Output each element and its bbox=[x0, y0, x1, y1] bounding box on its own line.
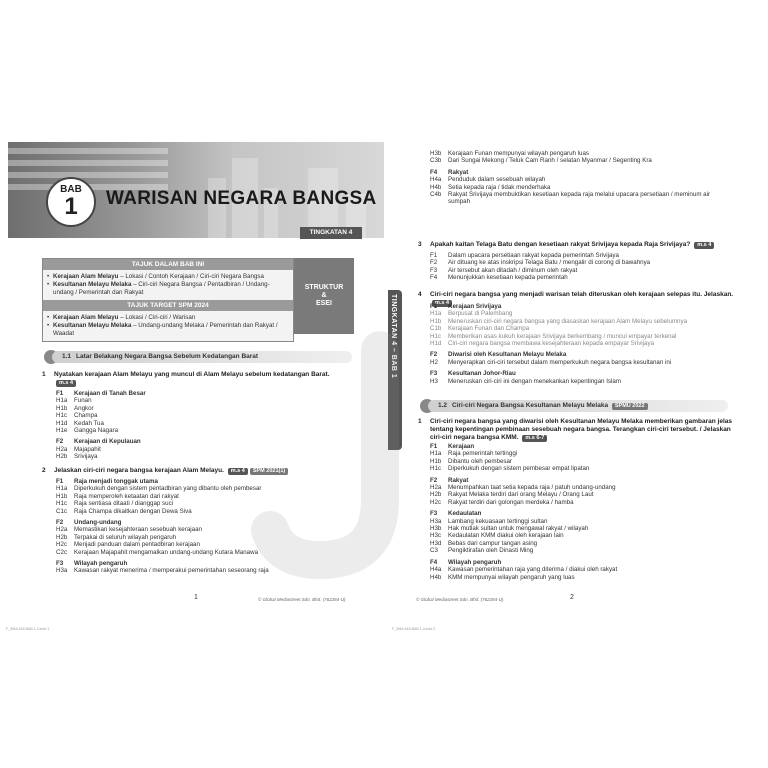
answer-code: H2b bbox=[56, 533, 68, 541]
answer-code: H1c bbox=[430, 332, 442, 340]
answer-text: Rakyat Melaka terdiri dari orang Melayu / Orang Laut bbox=[448, 491, 594, 499]
answer-code: H2c bbox=[430, 498, 442, 506]
answer-point bbox=[56, 420, 336, 427]
answer-code: H4b bbox=[430, 573, 442, 581]
answer-code: H1a bbox=[430, 450, 442, 458]
answer-point bbox=[430, 450, 730, 457]
question-1 bbox=[42, 371, 342, 387]
answer-point bbox=[430, 184, 730, 191]
answer-code: C1c bbox=[56, 507, 68, 515]
answer-point bbox=[430, 547, 730, 554]
answer-point-heading bbox=[430, 559, 730, 566]
answer-point bbox=[430, 333, 730, 340]
section-number: 1.1 bbox=[62, 353, 72, 360]
topic-item-title: Kesultanan Melayu Melaka bbox=[53, 281, 132, 288]
answer-point bbox=[56, 397, 336, 404]
answer-text: Hak mutlak sultan untuk mengawal rakyat / wilayah bbox=[448, 525, 589, 533]
answer-point bbox=[56, 508, 336, 515]
answer-code: H1a bbox=[430, 310, 442, 318]
answer-text: Kawasan pemerintahan raja yang diterima / diakui oleh rakyat bbox=[448, 566, 618, 574]
answer-text: Meneruskan ciri-ciri ini dengan menekankan kepentingan Islam bbox=[448, 377, 621, 385]
answer-text: Kerajaan Srivijaya bbox=[448, 303, 502, 310]
answer-code: F1 bbox=[56, 390, 64, 397]
page-ref-tag: m.s 4 bbox=[694, 242, 714, 249]
answer-code: C3 bbox=[430, 547, 438, 555]
answer-code: F2 bbox=[430, 351, 438, 359]
answer-code: H2b bbox=[56, 453, 68, 461]
answer-point bbox=[430, 150, 730, 157]
answer-text: Kerajaan Funan mempunyai wilayah pengaruh luas bbox=[448, 150, 590, 157]
answer-text: Menjadi panduan dalam pentadbiran kerajaan bbox=[74, 541, 200, 549]
question-text-body: Nyatakan kerajaan Alam Melayu yang muncul di Alam Melayu sebelum kedatangan Barat. bbox=[54, 371, 330, 378]
answer-text: Lambang kekuasaan tertinggi sultan bbox=[448, 517, 548, 525]
answer-point bbox=[430, 518, 730, 525]
answer-text: Rakyat terdiri dari golongan merdeka / hamba bbox=[448, 498, 574, 506]
question-text bbox=[418, 241, 738, 249]
section-title: Ciri-ciri Negara Bangsa Kesultanan Melayu Melaka bbox=[452, 402, 609, 409]
answer-text: Memberikan asas kukuh kerajaan Srivijaya berkembang / muncul empayar terkenal bbox=[448, 332, 677, 340]
answer-point bbox=[430, 157, 730, 164]
answer-code: H3 bbox=[430, 377, 438, 385]
answer-point bbox=[56, 485, 336, 492]
answer-list-continued bbox=[430, 150, 730, 206]
answer-text: Angkor bbox=[74, 404, 94, 412]
answer-point-heading bbox=[430, 370, 730, 377]
answer-point bbox=[430, 484, 730, 491]
answer-code: F4 bbox=[430, 168, 438, 176]
spm-target-list bbox=[43, 311, 293, 341]
topic-item-detail: – Undang-undang Melaka / Pemerintah dan Rakyat / Waadat bbox=[53, 322, 278, 337]
topic-item-title: Kerajaan Alam Melayu bbox=[53, 273, 119, 280]
section-number: 1.2 bbox=[438, 402, 448, 409]
question-number: 4 bbox=[418, 291, 422, 298]
answer-text: Kawasan rakyat menerima / memperakui pemerintahan seseorang raja bbox=[74, 567, 269, 575]
question-text bbox=[42, 371, 342, 387]
answer-point bbox=[56, 526, 336, 533]
answer-point bbox=[430, 532, 730, 539]
answer-text: Menumpahkan taat setia kepada raja / patuh undang-undang bbox=[448, 484, 616, 492]
topic-item-detail: – Ciri-ciri Negara Bangsa / Pentadbiran / Undang-undang / Pemerintah dan Rakyat bbox=[53, 281, 270, 296]
answer-text: Setia kepada raja / tidak menderhaka bbox=[448, 183, 551, 191]
chapter-label: BAB bbox=[60, 184, 82, 195]
answer-point bbox=[430, 378, 730, 385]
answer-text: Raja pemerintah tertinggi bbox=[448, 450, 518, 458]
answer-code: F3 bbox=[430, 266, 438, 274]
answer-code: H3a bbox=[56, 567, 68, 575]
answer-code: H1b bbox=[430, 317, 442, 325]
question-text bbox=[42, 467, 342, 475]
answer-point bbox=[430, 252, 730, 259]
answer-point-heading bbox=[56, 390, 336, 397]
answer-code: H2a bbox=[56, 526, 68, 534]
answer-point bbox=[430, 310, 730, 317]
answer-code: F2 bbox=[56, 438, 64, 446]
answer-code: H2c bbox=[56, 541, 68, 549]
footer-credit: © Global Mediastreet Sdn. Bhd. (762284-U) bbox=[416, 597, 504, 602]
topics-heading: TAJUK DALAM BAB INI bbox=[43, 259, 293, 270]
question-text-body: Ciri-ciri negara bangsa yang menjadi warisan telah diteruskan oleh kerajaan selepas itu. Jelaskan. bbox=[430, 291, 734, 298]
question-3 bbox=[418, 241, 738, 249]
level-tag: TINGKATAN 4 bbox=[300, 227, 362, 239]
answer-point bbox=[56, 427, 336, 434]
answer-text: Berpusat di Palembang bbox=[448, 310, 513, 318]
topic-item-title: Kerajaan Alam Melayu bbox=[53, 314, 119, 321]
answer-point-heading bbox=[56, 478, 336, 485]
answer-text: Air tersebut akan ditadah / diminum oleh rakyat bbox=[448, 266, 578, 274]
answer-point bbox=[430, 491, 730, 498]
answer-text: Rakyat bbox=[448, 476, 469, 484]
chapter-badge bbox=[46, 177, 96, 227]
answer-text: Kedaulatan KMM diakui oleh kerajaan lain bbox=[448, 532, 564, 540]
answer-text: Ciri-ciri negara bangsa membawa kesejahteraan kepada empayar Srivijaya bbox=[448, 340, 655, 348]
answer-code: H3b bbox=[430, 150, 442, 157]
answer-text: Kerajaan Majapahit mengamalkan undang-undang Kutara Manawa bbox=[74, 548, 259, 556]
answer-code: H2b bbox=[430, 491, 442, 499]
answer-code: H3a bbox=[430, 517, 442, 525]
section-heading bbox=[52, 351, 352, 363]
answer-text: Gangga Nagara bbox=[74, 427, 119, 435]
answer-code: H1b bbox=[56, 404, 68, 412]
answer-code: F1 bbox=[430, 252, 438, 259]
question-text bbox=[418, 418, 738, 442]
exam-year-tag: SPM 2021(1) bbox=[250, 468, 288, 475]
answer-code: H1a bbox=[56, 485, 68, 493]
answer-code: C2c bbox=[56, 548, 68, 556]
answer-code: F2 bbox=[430, 259, 438, 267]
answer-code: F4 bbox=[430, 274, 438, 282]
answer-point bbox=[430, 566, 730, 573]
side-tab-label: TINGKATAN 4 – BAB 1 bbox=[390, 294, 397, 379]
answer-point bbox=[430, 574, 730, 581]
answer-point bbox=[430, 340, 730, 347]
answer-text: Kedah Tua bbox=[74, 419, 104, 427]
answer-text: Raja menjadi tonggak utama bbox=[74, 478, 158, 485]
answer-point bbox=[56, 500, 336, 507]
answer-text: Kedaulatan bbox=[448, 510, 482, 518]
answer-point-heading bbox=[56, 519, 336, 526]
answer-code: F1 bbox=[430, 443, 438, 450]
answer-code: H4a bbox=[430, 176, 442, 184]
answer-point bbox=[430, 176, 730, 183]
answer-text: Majapahit bbox=[74, 445, 101, 453]
answer-code: H4b bbox=[430, 183, 442, 191]
topic-item bbox=[47, 322, 289, 338]
answer-text: Wilayah pengaruh bbox=[448, 558, 502, 566]
answer-point-heading bbox=[56, 560, 336, 567]
print-slug: F_SMA 4&5 BAB 1-4.indd 2 bbox=[392, 627, 436, 631]
question-number: 1 bbox=[42, 371, 46, 378]
answer-text: Dibantu oleh pembesar bbox=[448, 457, 512, 465]
answer-code: C1b bbox=[430, 325, 442, 333]
answer-code: H1c bbox=[56, 412, 68, 420]
exam-year-tag: SPMU 2022 bbox=[612, 403, 648, 410]
question-number: 2 bbox=[42, 467, 46, 474]
question-number: 3 bbox=[418, 241, 422, 248]
question-type-line: & bbox=[321, 292, 327, 299]
answer-point bbox=[56, 453, 336, 460]
answer-point bbox=[56, 405, 336, 412]
answer-code: F3 bbox=[430, 370, 438, 378]
answer-point bbox=[56, 493, 336, 500]
topic-item bbox=[47, 281, 289, 297]
answer-code: H3d bbox=[430, 539, 442, 547]
page-ref-tag: m.s 4 bbox=[432, 300, 452, 307]
answer-text: Wilayah pengaruh bbox=[74, 560, 128, 568]
answer-point bbox=[56, 412, 336, 419]
page-ref-tag: m.s 4 bbox=[56, 380, 76, 387]
answer-text: Diperkukuh dengan sistem pembesar empat lipatan bbox=[448, 465, 590, 473]
answer-code: F1 bbox=[56, 478, 64, 485]
print-slug: F_SMA 4&5 BAB 1-4.indd 1 bbox=[6, 627, 50, 631]
question-type-tag bbox=[294, 258, 354, 334]
answer-point-heading bbox=[430, 510, 730, 517]
answer-text: KMM mempunyai wilayah pengaruh yang luas bbox=[448, 573, 575, 581]
answer-text: Kerajaan Funan dan Champa bbox=[448, 325, 530, 333]
answer-text: Dari Sungai Mekong / Teluk Cam Ranh / selatan Myanmar / Segenting Kra bbox=[448, 157, 652, 165]
answer-text: Kerajaan di Kepulauan bbox=[74, 438, 141, 446]
answer-code: H1d bbox=[430, 340, 442, 348]
answer-text: Raja memperoleh ketaatan dari rakyat bbox=[74, 492, 179, 500]
chapter-side-tab bbox=[388, 290, 402, 450]
answer-text: Pengiktirafan oleh Dinasti Ming bbox=[448, 547, 534, 555]
topic-item bbox=[47, 273, 289, 281]
answer-text: Bebas dari campur tangan asing bbox=[448, 539, 538, 547]
answer-list-section-2-q1 bbox=[430, 443, 730, 581]
answer-text: Memastikan kesejahteraan sesebuah kerajaan bbox=[74, 526, 202, 534]
topics-list bbox=[43, 270, 293, 300]
answer-code: C3b bbox=[430, 157, 442, 165]
answer-point-heading bbox=[430, 169, 730, 176]
question-number: 1 bbox=[418, 418, 422, 425]
answer-text: Kesultanan Johor-Riau bbox=[448, 370, 516, 378]
answer-point bbox=[430, 274, 730, 281]
answer-list-q2 bbox=[56, 478, 336, 575]
answer-text: Diwarisi oleh Kesultanan Melayu Melaka bbox=[448, 351, 567, 359]
question-1-section-2 bbox=[418, 418, 738, 442]
answer-text: Kerajaan bbox=[448, 443, 475, 450]
answer-point bbox=[430, 267, 730, 274]
question-text-body: Apakah kaitan Telaga Batu dengan kesetiaan rakyat Srivijaya kepada Raja Srivijaya? bbox=[430, 241, 691, 248]
answer-text: Srivijaya bbox=[74, 453, 98, 461]
answer-code: H1b bbox=[430, 457, 442, 465]
answer-text: Meneruskan ciri-ciri negara bangsa yang diasaskan kerajaan Alam Melayu sebelumnya bbox=[448, 317, 688, 325]
answer-point bbox=[430, 359, 730, 366]
spm-target-heading: TAJUK TARGET SPM 2024 bbox=[43, 300, 293, 311]
answer-point bbox=[430, 540, 730, 547]
answer-code: F3 bbox=[56, 560, 64, 568]
answer-code: H4a bbox=[430, 566, 442, 574]
answer-code: F1 bbox=[430, 303, 438, 310]
answer-point bbox=[430, 525, 730, 532]
answer-code: C4b bbox=[430, 191, 442, 199]
answer-list-q3 bbox=[430, 252, 730, 282]
answer-text: Penduduk dalam sesebuah wilayah bbox=[448, 176, 546, 184]
answer-code: F3 bbox=[430, 510, 438, 518]
topic-item-title: Kesultanan Melayu Melaka bbox=[53, 322, 132, 329]
answer-point bbox=[430, 191, 730, 206]
answer-text: Rakyat bbox=[448, 168, 469, 176]
answer-text: Undang-undang bbox=[74, 519, 122, 527]
page-number: 2 bbox=[570, 594, 574, 601]
topic-item-detail: – Lokasi / Contoh Kerajaan / Ciri-ciri Negara Bangsa bbox=[118, 273, 264, 280]
answer-point bbox=[430, 325, 730, 332]
answer-code: H2a bbox=[56, 445, 68, 453]
topic-item-detail: – Lokasi / Ciri-ciri / Warisan bbox=[118, 314, 196, 321]
answer-point-heading bbox=[430, 477, 730, 484]
question-text-body: Ciri-ciri negara bangsa yang diwarisi oleh Kesultanan Melayu Melaka memberikan gambaran jelas tentang kepentingan pembinaan sesebuah negara bangsa. Terangkan ciri-ciri tersebut. / Jelaskan ciri-ciri negara bangsa KMM. bbox=[430, 418, 732, 441]
answer-text: Air dituang ke atas inskripsi Telaga Batu / mengalir di corong di bawahnya bbox=[448, 259, 651, 267]
page-ref-tag: m.s 6-7 bbox=[522, 435, 547, 442]
answer-code: H3c bbox=[430, 532, 442, 540]
section-title: Latar Belakang Negara Bangsa Sebelum Kedatangan Barat bbox=[76, 353, 259, 360]
question-2 bbox=[42, 467, 342, 475]
answer-point-heading bbox=[430, 443, 730, 450]
answer-text: Raja Champa dikaitkan dengan Dewa Siva bbox=[74, 507, 192, 515]
answer-point bbox=[56, 567, 336, 574]
answer-point bbox=[430, 458, 730, 465]
question-text-body: Jelaskan ciri-ciri negara bangsa kerajaan Alam Melayu. bbox=[54, 467, 224, 474]
answer-code: H1a bbox=[56, 397, 68, 405]
answer-text: Terpakai di seluruh wilayah pengaruh bbox=[74, 533, 177, 541]
answer-point bbox=[56, 549, 336, 556]
answer-text: Kerajaan di Tanah Besar bbox=[74, 390, 146, 397]
chapter-number: 1 bbox=[64, 193, 78, 220]
answer-point bbox=[56, 541, 336, 548]
answer-code: H3b bbox=[430, 525, 442, 533]
answer-text: Funan bbox=[74, 397, 92, 405]
question-type-line: ESEI bbox=[316, 300, 332, 307]
answer-list-q4 bbox=[430, 303, 730, 385]
page-number: 1 bbox=[194, 594, 198, 601]
answer-code: H1d bbox=[56, 419, 68, 427]
answer-text: Dalam upacara persetiaan rakyat kepada pemerintah Srivijaya bbox=[448, 252, 619, 259]
answer-list-q1 bbox=[56, 390, 336, 461]
chapter-topics-box bbox=[42, 258, 294, 342]
answer-point-heading bbox=[430, 303, 730, 310]
answer-code: H2 bbox=[430, 358, 438, 366]
answer-point bbox=[56, 534, 336, 541]
answer-point-heading bbox=[430, 351, 730, 358]
answer-code: H1c bbox=[430, 465, 442, 473]
answer-text: Raja sentiasa ditaati / dianggap suci bbox=[74, 500, 174, 508]
answer-point bbox=[430, 465, 730, 472]
answer-point bbox=[430, 318, 730, 325]
topic-item bbox=[47, 314, 289, 322]
answer-point bbox=[430, 259, 730, 266]
answer-text: Menunjukkan kesetiaan kepada pemerintah bbox=[448, 274, 568, 282]
chapter-title: WARISAN NEGARA BANGSA bbox=[106, 188, 377, 209]
answer-point bbox=[56, 446, 336, 453]
answer-code: H1e bbox=[56, 427, 68, 435]
answer-code: H1b bbox=[56, 492, 68, 500]
page-ref-tag: m.s 4 bbox=[228, 468, 248, 475]
answer-code: F2 bbox=[430, 476, 438, 484]
answer-text: Rakyat Srivijaya membuktikan kesetiaan kepada raja melalui upacara persetiaan / meminum air sumpah bbox=[448, 191, 711, 206]
answer-point bbox=[430, 499, 730, 506]
question-type-line: STRUKTUR bbox=[304, 284, 344, 291]
answer-code: F2 bbox=[56, 519, 64, 527]
section-heading bbox=[428, 400, 728, 412]
answer-text: Champa bbox=[74, 412, 98, 420]
answer-text: Menyerapkan ciri-ciri tersebut dalam memperkukuh negara bangsa kesultanan ini bbox=[448, 358, 672, 366]
answer-code: F4 bbox=[430, 558, 438, 566]
answer-code: H1c bbox=[56, 500, 68, 508]
answer-code: H2a bbox=[430, 484, 442, 492]
answer-point-heading bbox=[56, 438, 336, 445]
answer-text: Diperkukuh dengan sistem pentadbiran yang dibantu oleh pembesar bbox=[74, 485, 262, 493]
footer-credit: © Global Mediastreet Sdn. Bhd. (762284-U) bbox=[258, 597, 346, 602]
